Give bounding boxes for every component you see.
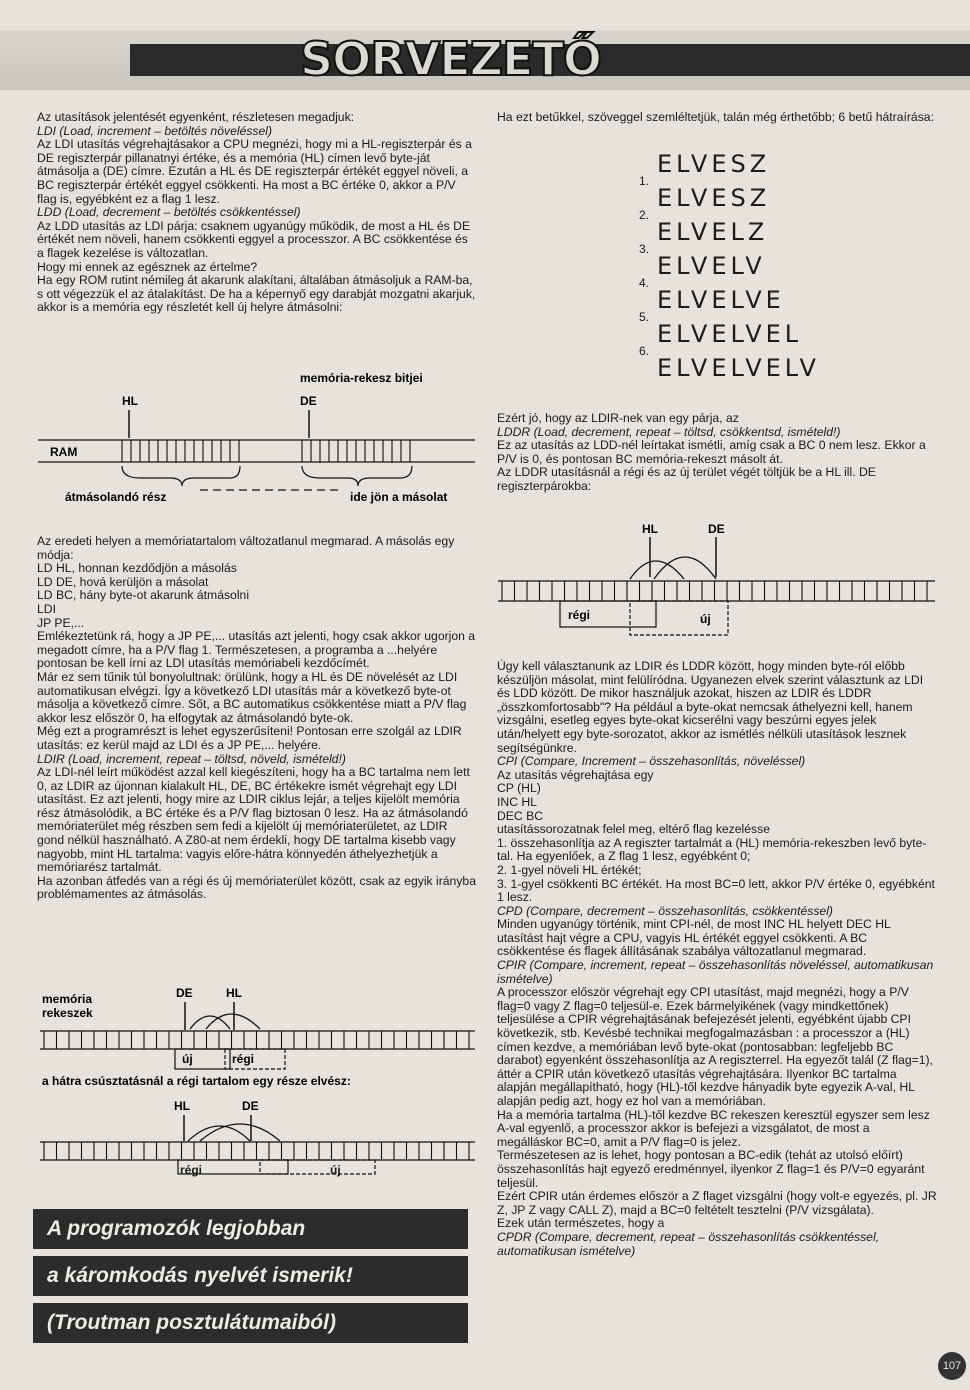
ram-diagram: [30, 362, 480, 512]
left-mid-paragraph: LDIR (Load, increment, repeat – töltsd, növeld, ismételd!): [37, 751, 346, 766]
right-bottom-paragraph: A processzor először végrehajt egy CPI utasítást, majd megnézi, hogy a P/V flag=0 vagy Z flag=0 teljesül-e. Ezek bármelyikének (vagy mindkettőnek) teljesülése a CPIR végrehajtásának befejezését jelenti, egyébként újabb CPI következik, stb. Kevésbé technikai megfogalmazásban : a processzor a (HL) címen kezdve, a memóriában levő byte-okat (pontosabban: legfeljebb BC darabot) egyenként összehasonlítja az A regiszterrel. Ha egyezőt talál (Z flag=1), áttér a CPIR után következő utasítás végrehajtására. Ilyenkor BC tartalma alapján megállapítható, hogy (HL)-től kezdve hányadik byte egyezik A-val, HL alapján pedig azt, hogy ez hol van a memóriában.: [497, 985, 933, 1108]
hl-label-bottom: HL: [174, 1099, 190, 1113]
right-bottom-paragraph: 2. 1-gyel növeli HL értékét;: [497, 862, 642, 877]
quote-line-2: a káromkodás nyelvét ismerik!: [33, 1256, 468, 1296]
right-bottom-paragraph: 3. 1-gyel csökkenti BC értékét. Ha most BC=0 lett, akkor P/V értéke 0, egyébként 1 lesz.: [497, 876, 935, 905]
left-mid-paragraph: Emlékeztetünk rá, hogy a JP PE,... utasítás azt jelenti, hogy csak akkor ugorjon a megadott címre, ha a P/V flag 1. Természetesen, a programba a ...helyére pontosan be kell írni az LDI utasítás memóriabeli kezdőcímét.: [37, 629, 476, 671]
step-number: 1.: [639, 174, 650, 188]
right-bottom-paragraph: CPI (Compare, Increment – összehasonlítás, növeléssel): [497, 754, 806, 769]
overlap-diagram: [30, 985, 480, 1175]
old-area-label: régi: [232, 1052, 255, 1066]
memory-cells-label: memória: [42, 992, 93, 1006]
right-top-paragraph: Ha ezt betűkkel, szöveggel szemléltetjük, talán még érthetőbb; 6 betű hátraírása:: [497, 110, 934, 124]
de-label-bottom: DE: [242, 1099, 259, 1113]
right-bottom-paragraph: Ha a memória tartalma (HL)-től kezdve BC rekeszen keresztül egyszer sem lesz A-val egyenlő, a processzor akkor is befejezi a vizsgálatot, de most a megálláskor BC=0, amit a P/V flag=0 is jelez.: [497, 1107, 930, 1149]
header-banner: [0, 30, 970, 90]
copy-target-label: ide jön a másolat: [350, 490, 448, 504]
right-bottom-paragraph: INC HL: [497, 794, 537, 809]
right-bottom-paragraph: CPIR (Compare, increment, repeat – összehasonlítás növeléssel, automatikusan ismételve): [497, 958, 934, 986]
letter-row: ELVELVEL: [657, 320, 803, 348]
letter-row: ELVELVELV: [657, 354, 820, 382]
letters-illustration: [639, 150, 835, 400]
left-top-paragraph: Hogy mi ennek az egésznek az értelme?: [37, 259, 258, 274]
page-number: 107: [938, 1352, 966, 1380]
hl-label-top: HL: [226, 986, 242, 1000]
left-mid-paragraph: Már ez sem tűnik túl bonyolultnak: örülünk, hogy a HL és DE növelését az LDI automatikusan elvégzi. Így a következő LDI utasítás már a következő byte-ot másolja a következő címre. Sőt, a BC automatikus csökkentése miatt a P/V flag akkor lesz először 0, ha elfogytak az átmásolandó byte-ok.: [37, 669, 467, 725]
new-area-label-lddr: új: [700, 612, 711, 626]
right-bottom-paragraph: DEC BC: [497, 808, 544, 823]
left-top-paragraph: Az utasítások jelentését egyenként, részletesen megadjuk:: [37, 110, 355, 124]
left-mid-paragraph: LD BC, hány byte-ot akarunk átmásolni: [37, 588, 250, 603]
left-mid-paragraph: LD DE, hová kerüljön a másolat: [37, 574, 209, 589]
left-top-paragraph: Az LDI utasítás végrehajtásakor a CPU megnézi, hogy mi a HL-regiszterpár és a DE regiszterpár pillanatnyi értéke, és a memória (HL) címen levő byte-ját átmásolja a (DE) címre. Ezután a HL és DE regiszterpár értékét eggyel növeli, a BC regiszterpár értékét eggyel csökkenti. Ha most a BC értéke 0, akkor a P/V flag is, egyébként ez a flag 1 lesz.: [37, 137, 472, 206]
page-title: SORVEZETŐ: [300, 32, 601, 86]
right-bottom-paragraph: Ezek után természetes, hogy a: [497, 1216, 665, 1231]
hl-label-lddr: HL: [642, 522, 658, 536]
letter-row: ELVELV: [657, 252, 766, 280]
letter-row: ELVELVE: [657, 286, 785, 314]
right-bottom-paragraph: Az utasítás végrehajtása egy: [497, 767, 654, 782]
memory-cells-label-2: rekeszek: [42, 1006, 93, 1020]
step-number: 2.: [639, 208, 650, 222]
left-top-paragraph: LDD (Load, decrement – betöltés csökkentéssel): [37, 205, 301, 220]
new-area-label: új: [182, 1052, 193, 1066]
right-top-text: [497, 111, 937, 125]
letter-row: ELVELZ: [657, 218, 769, 246]
new-area-label-bottom: új: [330, 1163, 341, 1177]
right-mid-paragraph: Az LDDR utasításnál a régi és az új terület végét töltjük be a HL ill. DE regiszterpárokba:: [497, 465, 876, 493]
quote-line-1: A programozók legjobban: [33, 1209, 468, 1249]
right-bottom-paragraph: Természetesen az is lehet, hogy pontosan a BC-edik (tehát az utolsó előírt) összehasonlítás hajt egyező eredménnyel, ilyenkor Z flag=1 és P/V=0 egyaránt teljesül.: [497, 1148, 925, 1190]
quote-line-3: (Troutman posztulátumaiból): [33, 1303, 468, 1343]
left-mid-paragraph: Az LDI-nél leírt működést azzal kell kiegészíteni, hogy ha a BC tartalma nem lett 0, az LDIR az újonnan kialakult HL, DE, BC értékekre ismét végrehajt egy LDI utasítást. Ez azt jelenti, hogy mire az LDIR ciklus lejár, a teljes kijelölt memória rész átmásolódik, a BC értéke és a P/V flag biztosan 0 lesz. Ha az átmásolandó memóriaterület még részben sem fedi a kijelölt új memóriaterületet, az LDIR gond nélkül használható. A Z80-at nem érdekli, hogy DE tartalma kisebb vagy nagyobb, mint HL tartalma: vagyis előre-hátra könnyedén áthelyezhetjük a memóriarész tartalmát.: [37, 765, 470, 875]
letter-row: ELVESZ: [657, 150, 771, 178]
letter-row: ELVESZ: [657, 184, 771, 212]
right-mid-text: [497, 412, 937, 494]
right-bottom-paragraph: Úgy kell választanunk az LDIR és LDDR között, hogy minden byte-ról előbb készüljön másolat, mint felülíródna. Ugyanezen elvek szerint választunk az LDI és LDD között. De mikor használjuk azokat, hiszen az LDIR és LDDR „összkomfortosabb"? Ha például a byte-okat nemcsak áthelyezni kell, hanem vizsgálni, esetleg egyes byte-okat kicserélni vagy beszúrni egyes jelek után/helyett egy byte-sorozatot, akkor az ismétlés nélküli utasítások lesznek segítségünkre.: [497, 659, 924, 755]
de-label-top: DE: [176, 986, 193, 1000]
old-area-label-lddr: régi: [568, 608, 591, 622]
ram-label: RAM: [50, 445, 78, 459]
memory-bits-label: memória-rekesz bitjei: [300, 371, 423, 385]
right-bottom-text: [497, 660, 937, 1258]
left-mid-paragraph: JP PE,...: [37, 615, 85, 630]
right-bottom-paragraph: CPD (Compare, decrement – összehasonlítás, csökkentéssel): [497, 903, 833, 918]
left-top-paragraph: Az LDD utasítás az LDI párja: csaknem ugyanúgy működik, de most a HL és DE értékét nem növeli, hanem csökkenti eggyel a processzor. A BC csökkentése és a flagek kezelése is változatlan.: [37, 218, 471, 260]
left-top-paragraph: LDI (Load, increment – betöltés növeléssel): [37, 123, 273, 138]
de-label: DE: [300, 394, 317, 408]
left-mid-paragraph: LD HL, honnan kezdődjön a másolás: [37, 561, 237, 576]
right-mid-paragraph: LDDR (Load, decrement, repeat – töltsd, csökkentsd, ismételd!): [497, 424, 841, 439]
left-mid-paragraph: Még ezt a programrészt is lehet egyszerűsíteni! Pontosan erre szolgál az LDIR utasítás: ez kerül majd az LDI és a JP PE,... helyére.: [37, 724, 462, 752]
step-number: 6.: [639, 344, 650, 358]
right-bottom-paragraph: Minden ugyanúgy történik, mint CPI-nél, de most INC HL helyett DEC HL utasítást hajt végre a CPU, vagyis HL értékét eggyel csökkenti. A BC csökkentése és flagek állításának szabálya változatlanul megmarad.: [497, 917, 891, 959]
right-bottom-paragraph: CPDR (Compare, decrement, repeat – összehasonlítás csökkentéssel, automatikusan ismételve): [497, 1229, 880, 1258]
left-top-text: [37, 111, 477, 315]
lddr-diagram: [490, 515, 940, 645]
right-bottom-paragraph: utasítássorozatnak felel meg, eltérő flag kezelésse: [497, 822, 771, 837]
left-mid-text: [37, 535, 477, 902]
step-number: 3.: [639, 242, 650, 256]
overlap-caption: a hátra csúsztatásnál a régi tartalom egy része elvész:: [42, 1074, 351, 1088]
right-mid-paragraph: Ezért jó, hogy az LDIR-nek van egy párja, az: [497, 411, 739, 425]
right-bottom-paragraph: 1. összehasonlítja az A regiszter tartalmát a (HL) memória-rekeszben levő byte-tal. Ha egyenlőek, a Z flag 1 lesz, egyébként 0;: [497, 835, 927, 864]
step-number: 4.: [639, 276, 650, 290]
hl-label: HL: [122, 394, 138, 408]
right-bottom-paragraph: Ezért CPIR után érdemes először a Z flaget vizsgálni (hogy volt-e egyezés, pl. JR Z, JP Z vagy CALL Z), majd a BC=0 feltételt tesztelni (P/V vizsgálata).: [497, 1189, 937, 1217]
left-mid-paragraph: Ha azonban átfedés van a régi és új memóriaterület között, csak az egyik irányba problémamentes az átmásolás.: [37, 873, 476, 902]
right-mid-paragraph: Ez az utasítás az LDD-nél leírtakat ismétli, amíg csak a BC 0 nem lesz. Ekkor a P/V is 0, és pontosan BC memória-rekeszt másolt át.: [497, 438, 926, 466]
left-top-paragraph: Ha egy ROM rutint némileg át akarunk alakítani, általában átmásoljuk a RAM-ba, s ott végezzük el az átalakítást. De ha a képernyő egy darabját mozgatni akarjuk, akkor is a memória egy részletét kell új helyre átmásolni:: [37, 273, 476, 315]
step-number: 5.: [639, 310, 650, 324]
old-area-label-bottom: régi: [180, 1163, 203, 1177]
left-mid-paragraph: LDI: [37, 601, 56, 616]
right-bottom-paragraph: CP (HL): [497, 781, 541, 796]
copy-source-label: átmásolandó rész: [65, 490, 167, 504]
left-mid-paragraph: Az eredeti helyen a memóriatartalom változatlanul megmarad. A másolás egy módja:: [37, 534, 455, 562]
de-label-lddr: DE: [708, 522, 725, 536]
